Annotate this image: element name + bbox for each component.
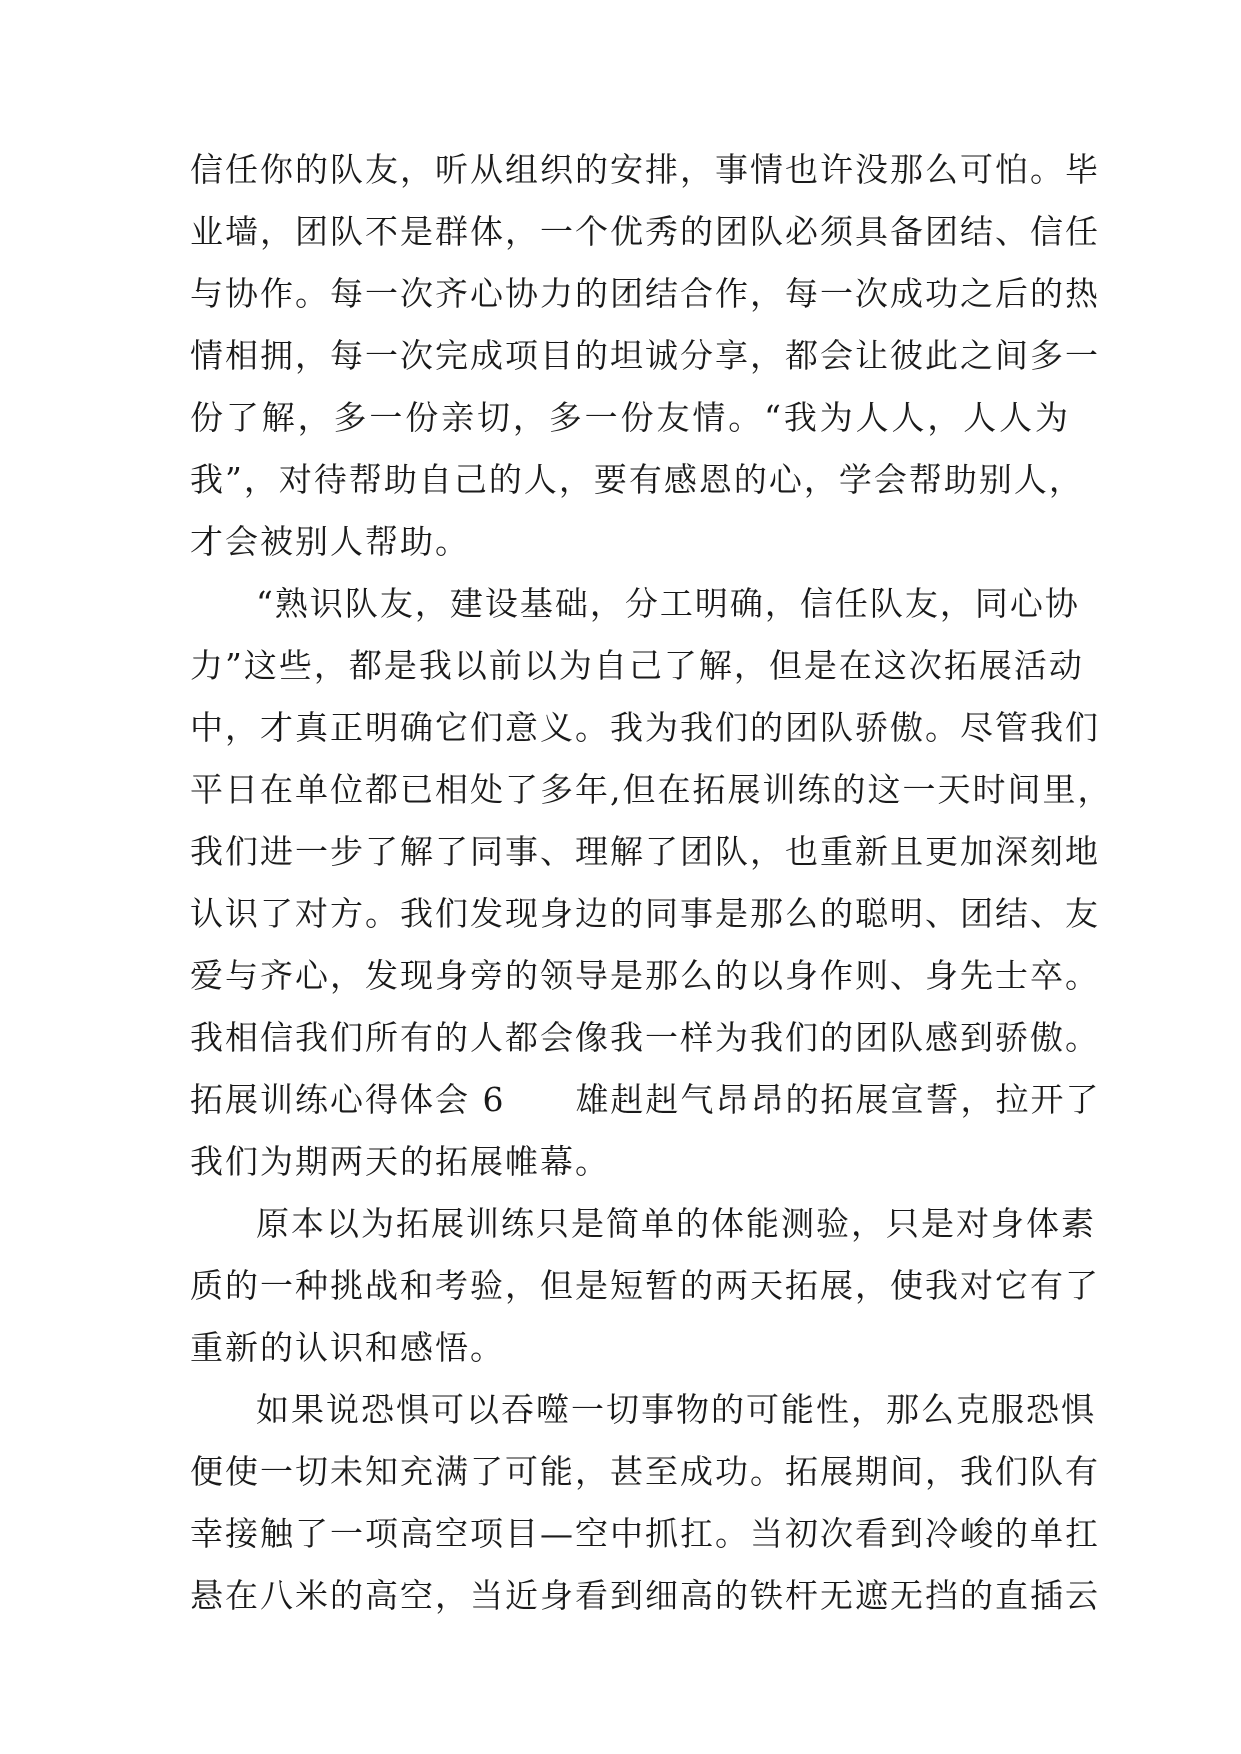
text-line: 幸接触了一项高空项目—空中抓扛。当初次看到冷峻的单扛: [190, 1514, 1100, 1553]
text-line: 我们进一步了解了同事、理解了团队，也重新且更加深刻地: [190, 832, 1100, 871]
text-line: 与协作。每一次齐心协力的团结合作，每一次成功之后的热: [190, 274, 1100, 313]
paragraph-first-line: 原本以为拓展训练只是简单的体能测验，只是对身体素: [256, 1204, 1096, 1243]
text-line: 中，才真正明确它们意义。我为我们的团队骄傲。尽管我们: [190, 708, 1100, 747]
text-line: 重新的认识和感悟。: [190, 1328, 505, 1367]
text-line: 我”，对待帮助自己的人，要有感恩的心，学会帮助别人，: [190, 460, 1084, 499]
text-line: 才会被别人帮助。: [190, 522, 470, 561]
text-line: 我相信我们所有的人都会像我一样为我们的团队感到骄傲。: [190, 1018, 1100, 1057]
text-line: 认识了对方。我们发现身边的同事是那么的聪明、团结、友: [190, 894, 1100, 933]
text-line: 平日在单位都已相处了多年,但在拓展训练的这一天时间里，: [190, 770, 1113, 809]
text-line: 业墙，团队不是群体，一个优秀的团队必须具备团结、信任: [190, 212, 1100, 251]
paragraph-first-line: “熟识队友，建设基础，分工明确，信任队友，同心协: [256, 584, 1080, 623]
text-line: 情相拥，每一次完成项目的坦诚分享，都会让彼此之间多一: [190, 336, 1100, 375]
text-line: 爱与齐心，发现身旁的领导是那么的以身作则、身先士卒。: [190, 956, 1100, 995]
text-line: 悬在八米的高空，当近身看到细高的铁杆无遮无挡的直插云: [190, 1576, 1100, 1615]
text-line: 份了解，多一份亲切，多一份友情。“我为人人，人人为: [190, 398, 1070, 437]
paragraph-first-line: 如果说恐惧可以吞噬一切事物的可能性，那么克服恐惧: [256, 1390, 1096, 1429]
text-line: 拓展训练心得体会 6 雄赳赳气昂昂的拓展宣誓，拉开了: [190, 1080, 1101, 1119]
text-line: 力”这些，都是我以前以为自己了解，但是在这次拓展活动: [190, 646, 1084, 685]
text-line: 质的一种挑战和考验，但是短暂的两天拓展，使我对它有了: [190, 1266, 1100, 1305]
text-line: 便使一切未知充满了可能，甚至成功。拓展期间，我们队有: [190, 1452, 1100, 1491]
text-line: 我们为期两天的拓展帷幕。: [190, 1142, 610, 1181]
text-line: 信任你的队友，听从组织的安排，事情也许没那么可怕。毕: [190, 150, 1100, 189]
